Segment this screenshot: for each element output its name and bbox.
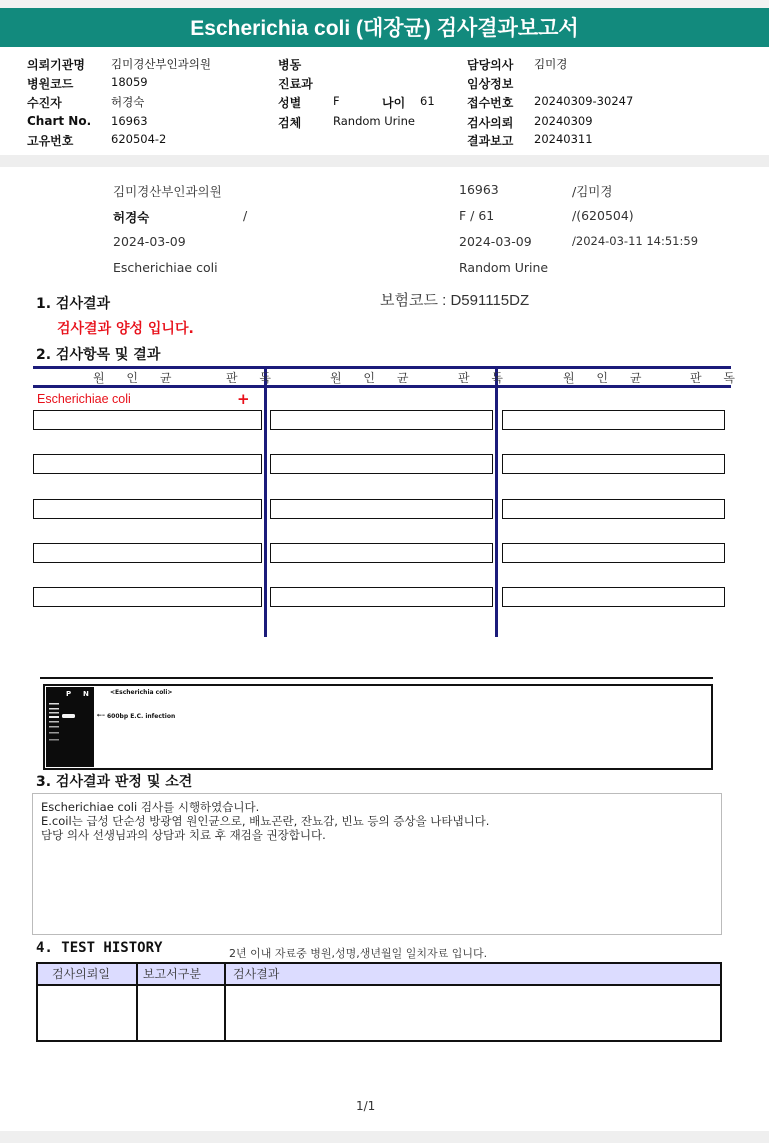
- header-l3-row-3: 나이: [382, 96, 406, 110]
- result-cell-r5-c3: [502, 587, 725, 607]
- result-cell-r2-c3: [502, 454, 725, 474]
- gel-lane-n: N: [83, 690, 89, 698]
- summary-test-name: Escherichiae coli: [113, 260, 218, 275]
- history-col-divider-2: [224, 964, 226, 1040]
- table-col-divider-2: [495, 366, 498, 637]
- opinion-line-1: Escherichiae coli 검사를 시행하였습니다.: [41, 800, 260, 814]
- opinion-line-2: E.coil는 급성 단순성 방광염 원인균으로, 배뇨곤란, 잔뇨감, 빈뇨 등의 증상을 나타냅니다.: [41, 814, 490, 828]
- gel-frame: [43, 684, 713, 770]
- section1-title: 1. 검사결과: [36, 296, 111, 312]
- header-v1-row-5: 620504-2: [111, 132, 167, 146]
- summary-doctor: /김미경: [572, 184, 613, 199]
- result-cell-r1-c2: [270, 410, 493, 430]
- section4-title: 4. TEST HISTORY: [36, 940, 163, 956]
- header-l2-row-2: 진료과: [278, 77, 313, 91]
- header-l4-row-1: 담당의사: [467, 58, 514, 72]
- summary-date-received: 2024-03-09: [113, 234, 186, 249]
- result-cell-r4-c2: [270, 543, 493, 563]
- col3-pathogen-header: 원 인 균: [563, 371, 651, 385]
- header-l1-row-4: Chart No.: [27, 114, 92, 128]
- header-l1-row-3: 수진자: [27, 96, 62, 110]
- history-col-result: 검사결과: [233, 967, 280, 981]
- opinion-box: [32, 793, 722, 935]
- result-cell-r2-c1: [33, 454, 262, 474]
- summary-patient-sep: /: [243, 208, 248, 223]
- result-cell-r5-c2: [270, 587, 493, 607]
- history-header: [38, 964, 720, 986]
- header-l1-row-1: 의뢰기관명: [27, 58, 85, 72]
- result-cell-r5-c1: [33, 587, 262, 607]
- result-cell-r1-c1: [33, 410, 262, 430]
- result-cell-r3-c3: [502, 499, 725, 519]
- col2-pathogen-header: 원 인 균: [330, 371, 418, 385]
- history-note: 2년 이내 자료중 병원,성명,생년월일 일치자료 입니다.: [229, 947, 488, 960]
- gel-bands: [46, 687, 94, 767]
- col2-reading-header: 판 독: [458, 371, 512, 385]
- header-v4-row-5: 20240311: [534, 132, 593, 146]
- positive-result: 검사결과 양성 입니다.: [57, 321, 194, 337]
- result-cell-r2-c2: [270, 454, 493, 474]
- header-l2-row-1: 병동: [278, 58, 302, 72]
- section3-title: 3. 검사결과 판정 및 소견: [36, 774, 193, 790]
- summary-patient-id: /(620504): [572, 208, 634, 223]
- summary-sex-age: F / 61: [459, 208, 495, 223]
- col3-reading-header: 판 독: [690, 371, 744, 385]
- section2-title: 2. 검사항목 및 결과: [36, 347, 161, 363]
- result-cell-r3-c2: [270, 499, 493, 519]
- summary-patient: 허경숙: [113, 210, 150, 225]
- header-v4-row-4: 20240309: [534, 114, 593, 128]
- summary-report-time: /2024-03-11 14:51:59: [572, 234, 699, 248]
- header-v1-row-4: 16963: [111, 114, 148, 128]
- page-number: 1/1: [356, 1099, 376, 1113]
- separator-band: [0, 155, 769, 167]
- header-v4-row-3: 20240309-30247: [534, 94, 634, 108]
- insurance-code: 보험코드 : D591115DZ: [380, 292, 530, 309]
- header-l4-row-2: 임상정보: [467, 77, 514, 91]
- history-col-divider-1: [136, 964, 138, 1040]
- header-v3-row-3: 61: [420, 94, 435, 108]
- gel-arrow-icon: ←–: [97, 712, 106, 719]
- summary-date-requested: 2024-03-09: [459, 234, 532, 249]
- header-l2-row-3: 성별: [278, 96, 302, 110]
- result-cell-r4-c3: [502, 543, 725, 563]
- summary-chart-no: 16963: [459, 182, 499, 197]
- col1-pathogen-header: 원 인 균: [93, 371, 181, 385]
- header-l4-row-5: 결과보고: [467, 134, 514, 148]
- summary-specimen: Random Urine: [459, 260, 549, 275]
- table-col-divider-1: [264, 366, 267, 637]
- header-l1-row-5: 고유번호: [27, 134, 74, 148]
- result-item-reading: +: [237, 390, 250, 408]
- gel-lane-p: P: [66, 690, 72, 698]
- result-cell-r1-c3: [502, 410, 725, 430]
- header-v4-row-1: 김미경: [534, 57, 568, 71]
- report-title: Escherichia coli (대장균) 검사결과보고서: [0, 8, 769, 47]
- col1-reading-header: 판 독: [226, 371, 280, 385]
- header-v2-row-4: Random Urine: [333, 114, 415, 128]
- header-v2-row-3: F: [333, 94, 340, 108]
- bottom-strip: [0, 1131, 769, 1143]
- result-cell-r3-c1: [33, 499, 262, 519]
- opinion-line-3: 담당 의사 선생님과의 상담과 치료 후 재검을 권장합니다.: [41, 828, 326, 842]
- header-v1-row-3: 허경숙: [111, 95, 145, 109]
- history-col-date: 검사의뢰일: [52, 967, 110, 981]
- gel-electrophoresis-image: [46, 687, 94, 767]
- gel-label: <Escherichia coli>: [110, 689, 173, 696]
- history-col-type: 보고서구분: [143, 967, 201, 981]
- gel-band-label: 600bp E.C. infection: [107, 713, 176, 720]
- result-item-name: Escherichiae coli: [37, 392, 131, 406]
- top-strip: [0, 0, 769, 8]
- header-v1-row-1: 김미경산부인과의원: [111, 57, 211, 71]
- summary-clinic: 김미경산부인과의원: [113, 184, 222, 199]
- header-l1-row-2: 병원코드: [27, 77, 74, 91]
- header-l4-row-4: 검사의뢰: [467, 116, 514, 130]
- header-l2-row-4: 검체: [278, 116, 302, 130]
- header-l4-row-3: 접수번호: [467, 96, 514, 110]
- header-v1-row-2: 18059: [111, 75, 148, 89]
- result-cell-r4-c1: [33, 543, 262, 563]
- gel-top-rule: [40, 677, 713, 679]
